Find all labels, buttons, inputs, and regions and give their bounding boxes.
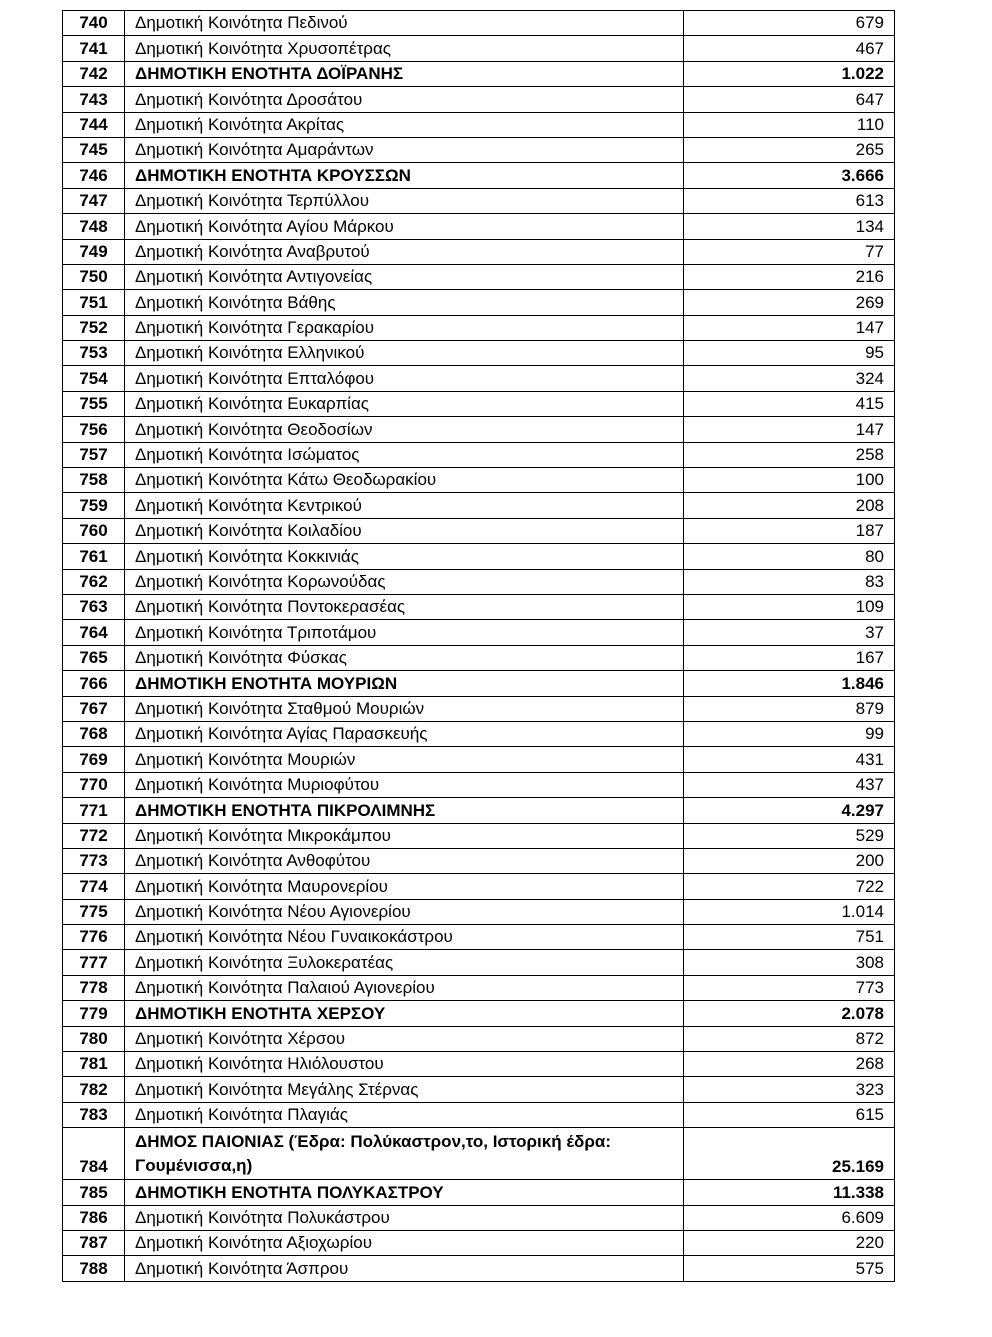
row-name: Δημοτική Κοινότητα Αμαράντων (125, 137, 684, 162)
row-value: 6.609 (684, 1205, 895, 1230)
row-value: 167 (684, 645, 895, 670)
row-name: Δημοτική Κοινότητα Ηλιόλουστου (125, 1052, 684, 1077)
row-number: 771 (63, 798, 125, 823)
table-row (63, 721, 895, 746)
row-number: 758 (63, 468, 125, 493)
row-name: Δημοτική Κοινότητα Μεγάλης Στέρνας (125, 1077, 684, 1102)
row-value: 77 (684, 239, 895, 264)
table-row (63, 1128, 895, 1180)
row-value: 95 (684, 341, 895, 366)
table-row (63, 11, 895, 36)
row-value: 200 (684, 848, 895, 873)
row-value: 1.846 (684, 671, 895, 696)
table-row (63, 366, 895, 391)
row-value: 679 (684, 11, 895, 36)
row-number: 768 (63, 721, 125, 746)
table-row (63, 1077, 895, 1102)
row-value: 4.297 (684, 798, 895, 823)
population-table-container (62, 10, 894, 1282)
table-row (63, 620, 895, 645)
row-value: 324 (684, 366, 895, 391)
row-number: 776 (63, 925, 125, 950)
row-value: 2.078 (684, 1001, 895, 1026)
row-name: Δημοτική Κοινότητα Αγίου Μάρκου (125, 214, 684, 239)
row-name: Δημοτική Κοινότητα Τερπύλλου (125, 188, 684, 213)
row-number: 740 (63, 11, 125, 36)
row-value: 879 (684, 696, 895, 721)
row-name: Δημοτική Κοινότητα Παλαιού Αγιονερίου (125, 975, 684, 1000)
table-row (63, 468, 895, 493)
row-number: 759 (63, 493, 125, 518)
table-row (63, 1256, 895, 1281)
row-name: Δημοτική Κοινότητα Μουριών (125, 747, 684, 772)
table-row (63, 391, 895, 416)
row-number: 770 (63, 772, 125, 797)
row-value: 751 (684, 925, 895, 950)
row-number: 744 (63, 112, 125, 137)
table-row (63, 1052, 895, 1077)
row-name: Δημοτική Κοινότητα Αναβρυτού (125, 239, 684, 264)
row-number: 787 (63, 1230, 125, 1255)
row-name: Δημοτική Κοινότητα Ελληνικού (125, 341, 684, 366)
row-number: 774 (63, 874, 125, 899)
row-name: Δημοτική Κοινότητα Σταθμού Μουριών (125, 696, 684, 721)
row-value: 80 (684, 544, 895, 569)
row-name: Δημοτική Κοινότητα Κοιλαδίου (125, 518, 684, 543)
row-value: 220 (684, 1230, 895, 1255)
row-name: Δημοτική Κοινότητα Νέου Αγιονερίου (125, 899, 684, 924)
row-name: Δημοτική Κοινότητα Ανθοφύτου (125, 848, 684, 873)
row-number: 748 (63, 214, 125, 239)
row-number: 766 (63, 671, 125, 696)
table-row (63, 442, 895, 467)
row-value: 25.169 (684, 1128, 895, 1180)
table-row (63, 61, 895, 86)
row-value: 415 (684, 391, 895, 416)
row-number: 750 (63, 264, 125, 289)
row-value: 437 (684, 772, 895, 797)
table-row (63, 1205, 895, 1230)
row-number: 753 (63, 341, 125, 366)
table-row (63, 264, 895, 289)
row-name: ΔΗΜΟΤΙΚΗ ΕΝΟΤΗΤΑ ΔΟΪΡΑΝΗΣ (125, 61, 684, 86)
table-row (63, 315, 895, 340)
table-row (63, 137, 895, 162)
row-value: 147 (684, 315, 895, 340)
row-value: 431 (684, 747, 895, 772)
row-name: ΔΗΜΟΤΙΚΗ ΕΝΟΤΗΤΑ ΠΟΛΥΚΑΣΤΡΟΥ (125, 1180, 684, 1205)
row-number: 749 (63, 239, 125, 264)
row-value: 134 (684, 214, 895, 239)
table-row (63, 1102, 895, 1127)
row-name: Δημοτική Κοινότητα Αξιοχωρίου (125, 1230, 684, 1255)
row-value: 216 (684, 264, 895, 289)
row-value: 37 (684, 620, 895, 645)
row-name: Δημοτική Κοινότητα Νέου Γυναικοκάστρου (125, 925, 684, 950)
row-value: 99 (684, 721, 895, 746)
row-value: 110 (684, 112, 895, 137)
row-number: 746 (63, 163, 125, 188)
row-name: Δημοτική Κοινότητα Δροσάτου (125, 87, 684, 112)
table-row (63, 544, 895, 569)
row-name: ΔΗΜΟΤΙΚΗ ΕΝΟΤΗΤΑ ΧΕΡΣΟΥ (125, 1001, 684, 1026)
row-value: 1.022 (684, 61, 895, 86)
row-number: 741 (63, 36, 125, 61)
row-name: ΔΗΜΟΤΙΚΗ ΕΝΟΤΗΤΑ ΚΡΟΥΣΣΩΝ (125, 163, 684, 188)
row-number: 763 (63, 594, 125, 619)
table-row (63, 341, 895, 366)
row-number: 747 (63, 188, 125, 213)
row-value: 722 (684, 874, 895, 899)
row-number: 755 (63, 391, 125, 416)
row-name: Δημοτική Κοινότητα Κορωνούδας (125, 569, 684, 594)
row-name: Δημοτική Κοινότητα Βάθης (125, 290, 684, 315)
row-name: Δημοτική Κοινότητα Επταλόφου (125, 366, 684, 391)
table-row (63, 239, 895, 264)
table-row (63, 594, 895, 619)
row-number: 742 (63, 61, 125, 86)
row-number: 761 (63, 544, 125, 569)
row-value: 11.338 (684, 1180, 895, 1205)
row-value: 187 (684, 518, 895, 543)
row-name: Δημοτική Κοινότητα Πεδινού (125, 11, 684, 36)
row-value: 613 (684, 188, 895, 213)
row-value: 308 (684, 950, 895, 975)
row-value: 529 (684, 823, 895, 848)
row-number: 777 (63, 950, 125, 975)
row-number: 765 (63, 645, 125, 670)
row-value: 208 (684, 493, 895, 518)
row-name: ΔΗΜΟΤΙΚΗ ΕΝΟΤΗΤΑ ΜΟΥΡΙΩΝ (125, 671, 684, 696)
table-row (63, 163, 895, 188)
row-value: 268 (684, 1052, 895, 1077)
table-body (63, 11, 895, 1282)
table-row (63, 417, 895, 442)
table-row (63, 975, 895, 1000)
row-number: 760 (63, 518, 125, 543)
table-row (63, 87, 895, 112)
row-number: 743 (63, 87, 125, 112)
row-number: 783 (63, 1102, 125, 1127)
table-row (63, 188, 895, 213)
table-row (63, 696, 895, 721)
row-name: Δημοτική Κοινότητα Ευκαρπίας (125, 391, 684, 416)
table-row (63, 1026, 895, 1051)
row-number: 788 (63, 1256, 125, 1281)
row-value: 615 (684, 1102, 895, 1127)
table-row (63, 569, 895, 594)
row-value: 265 (684, 137, 895, 162)
row-name: Δημοτική Κοινότητα Φύσκας (125, 645, 684, 670)
row-number: 767 (63, 696, 125, 721)
row-number: 762 (63, 569, 125, 594)
row-name: ΔΗΜΟΤΙΚΗ ΕΝΟΤΗΤΑ ΠΙΚΡΟΛΙΜΝΗΣ (125, 798, 684, 823)
table-row (63, 925, 895, 950)
row-number: 751 (63, 290, 125, 315)
row-value: 773 (684, 975, 895, 1000)
row-name: Δημοτική Κοινότητα Μαυρονερίου (125, 874, 684, 899)
row-name: Δημοτική Κοινότητα Αντιγονείας (125, 264, 684, 289)
table-row (63, 671, 895, 696)
table-row (63, 493, 895, 518)
row-value: 83 (684, 569, 895, 594)
table-row (63, 1230, 895, 1255)
row-value: 147 (684, 417, 895, 442)
row-number: 752 (63, 315, 125, 340)
row-value: 109 (684, 594, 895, 619)
row-value: 575 (684, 1256, 895, 1281)
row-number: 745 (63, 137, 125, 162)
row-name: Δημοτική Κοινότητα Αγίας Παρασκευής (125, 721, 684, 746)
row-name: Δημοτική Κοινότητα Μυριοφύτου (125, 772, 684, 797)
table-row (63, 772, 895, 797)
table-row (63, 36, 895, 61)
table-row (63, 899, 895, 924)
row-name: Δημοτική Κοινότητα Πλαγιάς (125, 1102, 684, 1127)
row-value: 100 (684, 468, 895, 493)
row-value: 1.014 (684, 899, 895, 924)
row-value: 872 (684, 1026, 895, 1051)
row-name: ΔΗΜΟΣ ΠΑΙΟΝΙΑΣ (Έδρα: Πολύκαστρον,το, Ιστορική έδρα: Γουμένισσα,η) (125, 1128, 684, 1180)
table-row (63, 950, 895, 975)
row-number: 754 (63, 366, 125, 391)
row-value: 323 (684, 1077, 895, 1102)
row-value: 467 (684, 36, 895, 61)
table-row (63, 112, 895, 137)
table-row (63, 518, 895, 543)
table-row (63, 1180, 895, 1205)
row-number: 769 (63, 747, 125, 772)
table-row (63, 874, 895, 899)
row-name: Δημοτική Κοινότητα Κοκκινιάς (125, 544, 684, 569)
row-name: Δημοτική Κοινότητα Ισώματος (125, 442, 684, 467)
row-name: Δημοτική Κοινότητα Ακρίτας (125, 112, 684, 137)
row-name: Δημοτική Κοινότητα Χρυσοπέτρας (125, 36, 684, 61)
row-name: Δημοτική Κοινότητα Ξυλοκερατέας (125, 950, 684, 975)
table-row (63, 645, 895, 670)
row-number: 780 (63, 1026, 125, 1051)
row-number: 757 (63, 442, 125, 467)
row-number: 779 (63, 1001, 125, 1026)
row-name: Δημοτική Κοινότητα Χέρσου (125, 1026, 684, 1051)
row-value: 269 (684, 290, 895, 315)
row-number: 773 (63, 848, 125, 873)
row-number: 764 (63, 620, 125, 645)
population-table (62, 10, 895, 1282)
row-value: 3.666 (684, 163, 895, 188)
row-name: Δημοτική Κοινότητα Άσπρου (125, 1256, 684, 1281)
table-row (63, 848, 895, 873)
row-name: Δημοτική Κοινότητα Κεντρικού (125, 493, 684, 518)
row-number: 785 (63, 1180, 125, 1205)
row-name: Δημοτική Κοινότητα Κάτω Θεοδωρακίου (125, 468, 684, 493)
row-value: 258 (684, 442, 895, 467)
row-name: Δημοτική Κοινότητα Θεοδοσίων (125, 417, 684, 442)
table-row (63, 290, 895, 315)
row-number: 786 (63, 1205, 125, 1230)
table-row (63, 747, 895, 772)
row-number: 778 (63, 975, 125, 1000)
row-name: Δημοτική Κοινότητα Πολυκάστρου (125, 1205, 684, 1230)
row-number: 756 (63, 417, 125, 442)
row-value: 647 (684, 87, 895, 112)
row-name: Δημοτική Κοινότητα Τριποτάμου (125, 620, 684, 645)
row-name: Δημοτική Κοινότητα Μικροκάμπου (125, 823, 684, 848)
row-number: 781 (63, 1052, 125, 1077)
row-number: 772 (63, 823, 125, 848)
table-row (63, 823, 895, 848)
table-row (63, 1001, 895, 1026)
row-number: 775 (63, 899, 125, 924)
row-name: Δημοτική Κοινότητα Γερακαρίου (125, 315, 684, 340)
row-name: Δημοτική Κοινότητα Ποντοκερασέας (125, 594, 684, 619)
table-row (63, 798, 895, 823)
row-number: 782 (63, 1077, 125, 1102)
table-row (63, 214, 895, 239)
row-number: 784 (63, 1128, 125, 1180)
